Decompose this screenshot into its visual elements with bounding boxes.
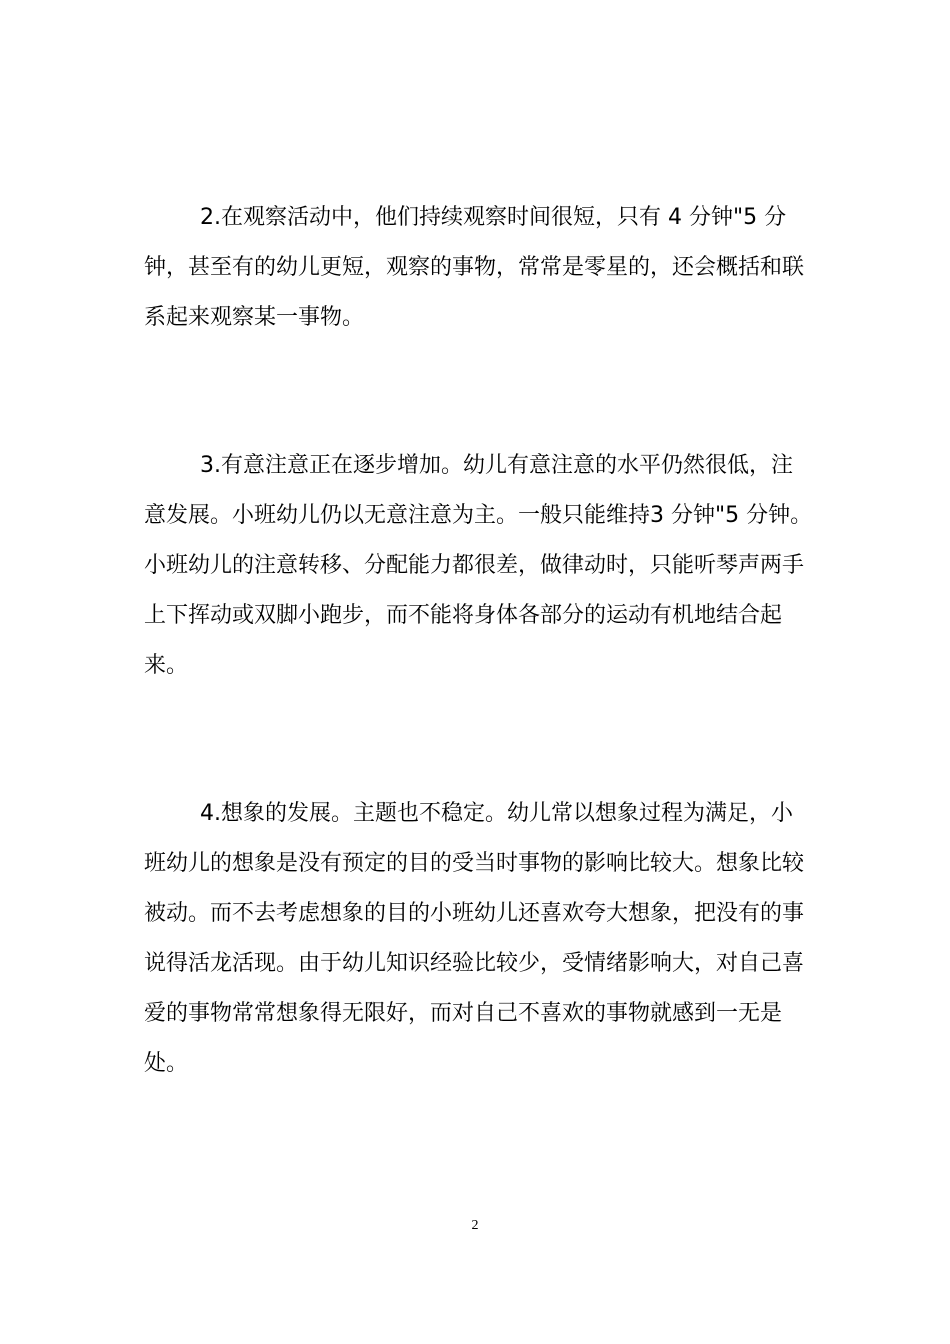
paragraph-line: 来。 <box>144 653 189 678</box>
paragraph-line: 被动。而不去考虑想象的目的小班幼儿还喜欢夸大想象，把没有的事 <box>144 901 805 926</box>
paragraph-line: 钟，甚至有的幼儿更短，观察的事物，常常是零星的，还会概括和联 <box>144 255 805 280</box>
paragraph-line: 4.想象的发展。主题也不稳定。幼儿常以想象过程为满足，小 <box>200 801 793 826</box>
paragraph-line: 爱的事物常常想象得无限好，而对自己不喜欢的事物就感到一无是 <box>144 1001 783 1026</box>
paragraph-line: 2.在观察活动中，他们持续观察时间很短，只有 4 分钟"5 分 <box>200 205 787 230</box>
page-number: 2 <box>471 1218 479 1233</box>
paragraph-line: 3.有意注意正在逐步增加。幼儿有意注意的水平仍然很低，注 <box>200 453 793 478</box>
paragraph-line: 班幼儿的想象是没有预定的目的受当时事物的影响比较大。想象比较 <box>144 851 805 876</box>
paragraph-observation <box>144 193 824 343</box>
paragraph-line: 系起来观察某一事物。 <box>144 305 365 330</box>
paragraph-imagination <box>144 789 824 1089</box>
paragraph-line: 说得活龙活现。由于幼儿知识经验比较少，受情绪影响大，对自己喜 <box>144 951 805 976</box>
paragraph-line: 上下挥动或双脚小跑步，而不能将身体各部分的运动有机地结合起 <box>144 603 783 628</box>
paragraph-attention <box>144 441 824 691</box>
paragraph-line: 处。 <box>144 1051 189 1076</box>
paragraph-line: 小班幼儿的注意转移、分配能力都很差，做律动时，只能听琴声两手 <box>144 553 805 578</box>
paragraph-line: 意发展。小班幼儿仍以无意注意为主。一般只能维持3 分钟"5 分钟。 <box>144 503 813 528</box>
